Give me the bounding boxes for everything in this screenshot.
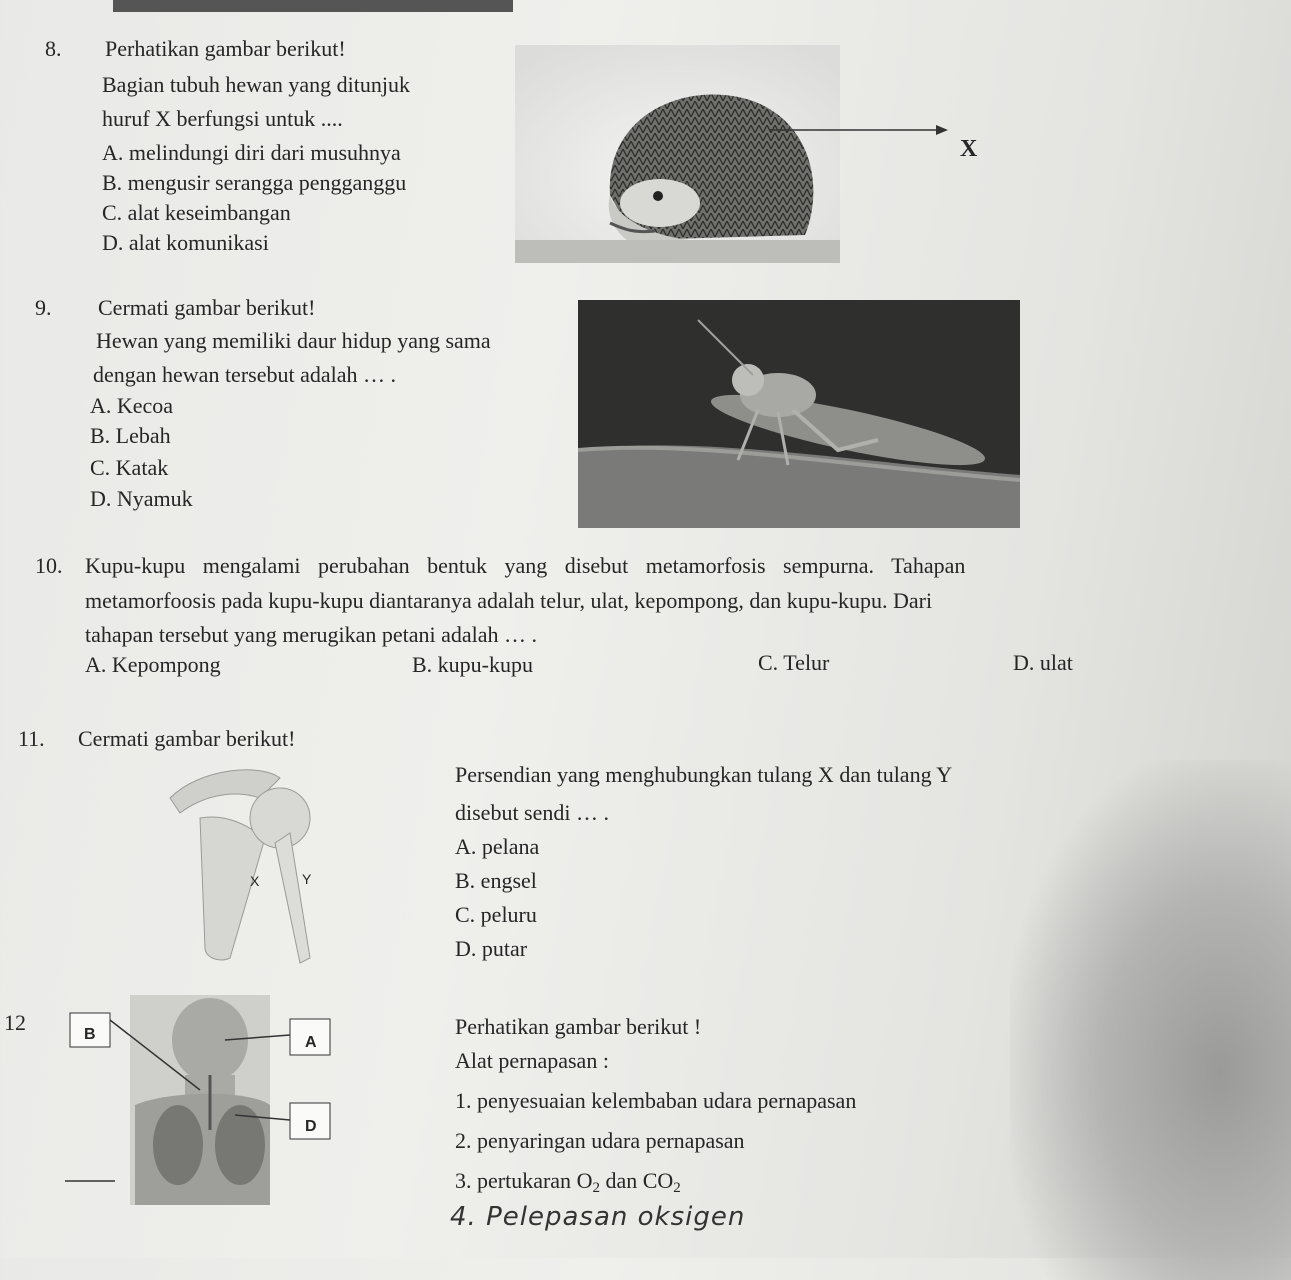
q10-number: 10. <box>35 553 63 578</box>
q10-option-a: A. Kepompong <box>85 652 221 677</box>
q8-option-d: D. alat komunikasi <box>102 230 269 255</box>
q11-option-b: B. engsel <box>455 868 537 893</box>
q8-label-x: X <box>960 136 978 162</box>
o2-text: O <box>576 1168 593 1193</box>
q11-option-a: A. pelana <box>455 834 540 859</box>
q12-item-2: 2. penyaringan udara pernapasan <box>455 1128 745 1153</box>
co2-subscript: 2 <box>673 1180 681 1196</box>
q11-line1: Persendian yang menghubungkan tulang X dan tulang Y <box>455 762 953 787</box>
grasshopper-icon <box>578 300 1020 528</box>
q12-handwritten-answer: 4. Pelepasan oksigen <box>450 1202 746 1232</box>
q9-number: 9. <box>35 295 52 320</box>
hedgehog-icon <box>515 45 840 263</box>
q12-item-3 <box>455 1168 681 1201</box>
q9-option-a: A. Kecoa <box>90 393 174 418</box>
q10-option-d: D. ulat <box>1013 650 1073 675</box>
q11-label-x: X <box>250 873 260 889</box>
hand-shadow <box>1010 760 1291 1280</box>
q8-line2: huruf X berfungsi untuk .... <box>102 106 343 131</box>
respiratory-system-image <box>60 995 420 1205</box>
q9-line2: dengan hewan tersebut adalah … . <box>93 362 396 387</box>
q8-number: 8. <box>45 36 62 61</box>
co2-text: CO <box>642 1168 674 1193</box>
q8-line1: Bagian tubuh hewan yang ditunjuk <box>102 72 410 97</box>
q8-option-c: C. alat keseimbangan <box>102 200 291 225</box>
q10-line1: Kupu-kupu mengalami perubahan bentuk yang disebut metamorfosis sempurna. Tahapan <box>85 553 966 578</box>
q9-title: Cermati gambar berikut! <box>98 295 316 320</box>
top-edge-bar <box>113 0 513 12</box>
q10-option-c: C. Telur <box>758 650 830 675</box>
q12-item-3-prefix: 3. pertukaran <box>455 1168 577 1193</box>
q8-title: Perhatikan gambar berikut! <box>105 36 346 61</box>
q8-option-a: A. melindungi diri dari musuhnya <box>102 140 401 165</box>
grasshopper-image <box>578 300 1020 528</box>
q10-line3: tahapan tersebut yang merugikan petani adalah … . <box>85 622 538 647</box>
q8-option-b: B. mengusir serangga pengganggu <box>102 170 407 195</box>
shoulder-bone-icon <box>160 758 335 966</box>
dan-text: dan <box>599 1168 643 1193</box>
o2-subscript: 2 <box>592 1180 600 1196</box>
q8-pointer-arrow <box>770 120 950 140</box>
q12-label-a: A <box>305 1034 317 1051</box>
q9-option-c: C. Katak <box>90 455 169 480</box>
q11-number: 11. <box>18 726 45 751</box>
q11-option-d: D. putar <box>455 936 528 961</box>
q11-option-c: C. peluru <box>455 902 537 927</box>
hedgehog-image <box>515 45 840 263</box>
q12-number: 12 <box>4 1010 26 1035</box>
q9-option-b: B. Lebah <box>90 423 171 448</box>
q10-option-b: B. kupu-kupu <box>412 652 533 677</box>
q9-option-d: D. Nyamuk <box>90 486 193 511</box>
respiratory-icon <box>60 995 420 1205</box>
q12-label-b: B <box>84 1026 96 1043</box>
q12-title: Perhatikan gambar berikut ! <box>455 1014 702 1039</box>
shoulder-joint-image <box>160 758 335 966</box>
q12-label-d: D <box>305 1118 317 1135</box>
q10-line2: metamorfoosis pada kupu-kupu diantaranya adalah telur, ulat, kepompong, dan kupu-kupu. Dari <box>85 588 933 613</box>
q11-label-y: Y <box>302 871 312 887</box>
q11-line2: disebut sendi … . <box>455 800 609 825</box>
q12-subtitle: Alat pernapasan : <box>455 1048 609 1073</box>
q11-title: Cermati gambar berikut! <box>78 726 296 751</box>
q9-line1: Hewan yang memiliki daur hidup yang sama <box>96 328 491 353</box>
q12-item-1: 1. penyesuaian kelembaban udara pernapasan <box>455 1088 857 1113</box>
